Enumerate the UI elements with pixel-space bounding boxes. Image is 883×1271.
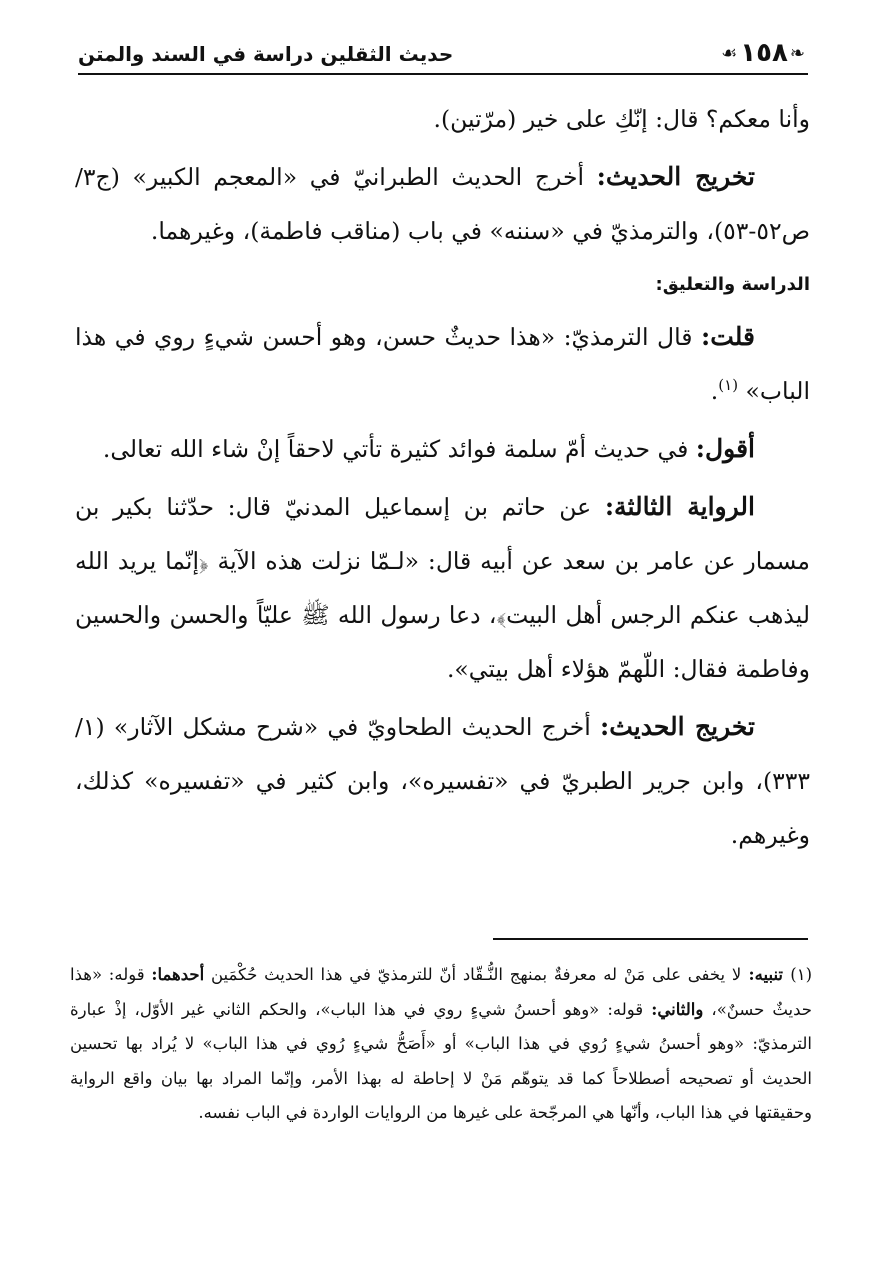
footnote-lead: تنبيه: (741, 965, 791, 984)
paragraph-6 (75, 700, 810, 862)
main-text (75, 92, 810, 862)
footnote-divider (493, 938, 808, 940)
term-aqulu: أقول: (695, 434, 755, 463)
page-header (78, 36, 808, 76)
page-number (719, 36, 808, 71)
footnote-reference[interactable]: (١) (718, 376, 739, 395)
paragraph-3 (75, 310, 810, 418)
paragraph-2 (75, 150, 810, 258)
ornament-icon: ❧ (789, 42, 806, 64)
section-heading: الدراسة والتعليق: (655, 274, 810, 295)
paragraph-5 (75, 480, 810, 696)
page-number-value: ١٥٨ (740, 38, 788, 68)
paragraph-1: وأنا معكم؟ قال: إنّكِ على خير (مرّتين). (433, 105, 810, 133)
paragraph-6-text: أخرج الحديث الطحاويّ في «شرح مشكل الآثار» (١/ ٣٣٣)، وابن جرير الطبريّ في «تفسيره»، وابن كثير في «تفسيره» كذلك، وغيرهم. (75, 713, 810, 849)
paragraph-4-text: في حديث أمّ سلمة فوائد كثيرة تأتي لاحقاً إنْ شاء الله تعالى. (102, 435, 696, 463)
footnote (70, 958, 812, 1131)
footnote-bold-1: أحدهما: (151, 965, 205, 984)
paragraph-3-end: . (710, 377, 719, 405)
paragraph-4 (75, 422, 810, 476)
footnote-bold-2: والثاني: (651, 999, 704, 1019)
paragraph-3-text: قال الترمذيّ: «هذا حديثٌ حسن، وهو أحسن شيءٍ روي في هذا الباب» (75, 323, 810, 405)
term-riwaya-thalitha: الرواية الثالثة: (604, 492, 755, 521)
footnote-text-3: قوله: «وهو أحسنُ شيءٍ روي في هذا الباب»، والحكم الثاني غير الأوّل، إذْ عبارة الترمذيّ: «وهو أحسنُ شيءٍ رُوي في هذا الباب» أو «أَصَحُّ شيءٍ رُوي في هذا الباب» لا يُراد بها تحسين الحديث أو تصحيحه أصطلاحاً كما قد يتوهّم مَنْ لا إحاطة له بهذا الأمر، وإنّما المراد بها بيان واقع الرواية وحقيقتها في هذا الباب، وأنّها هي المرجّحة على غيرها من الروايات الواردة في الباب نفسه. (70, 999, 812, 1122)
footnote-label: (١) (790, 965, 813, 984)
term-takhrij: تخريج الحديث: (596, 162, 756, 191)
header-divider (78, 73, 808, 75)
term-qultu: قلت: (700, 322, 755, 351)
paragraph-5-text: عن حاتم بن إسماعيل المدنيّ قال: حدّثنا بكير بن مسمار عن عامر بن سعد عن أبيه قال: «لـمّا نزلت هذه الآية ﴿إنّما يريد الله ليذهب عنكم الرجس أهل البيت﴾، دعا رسول الله ﷺ عليّاً والحسن والحسين وفاطمة فقال: اللّهمّ هؤلاء أهل بيتي». (75, 493, 810, 683)
running-title: حديث الثقلين دراسة في السند والمتن (78, 42, 454, 66)
footnote-text-2: قوله: «هذا حديثٌ حسنٌ»، (70, 965, 813, 1019)
paragraph-2-text: أخرج الحديث الطبرانيّ في «المعجم الكبير» (ج٣/ ص٥٢-٥٣)، والترمذيّ في «سننه» في باب (مناقب فاطمة)، وغيرهما. (75, 163, 810, 245)
ornament-icon: ☙ (721, 42, 739, 64)
footnote-text-1: لا يخفى على مَنْ له معرفةٌ بمنهج النُّـقّاد أنّ للترمذيّ في هذا الحديث حُكْمَين (204, 965, 742, 984)
term-takhrij: تخريج الحديث: (600, 712, 756, 741)
